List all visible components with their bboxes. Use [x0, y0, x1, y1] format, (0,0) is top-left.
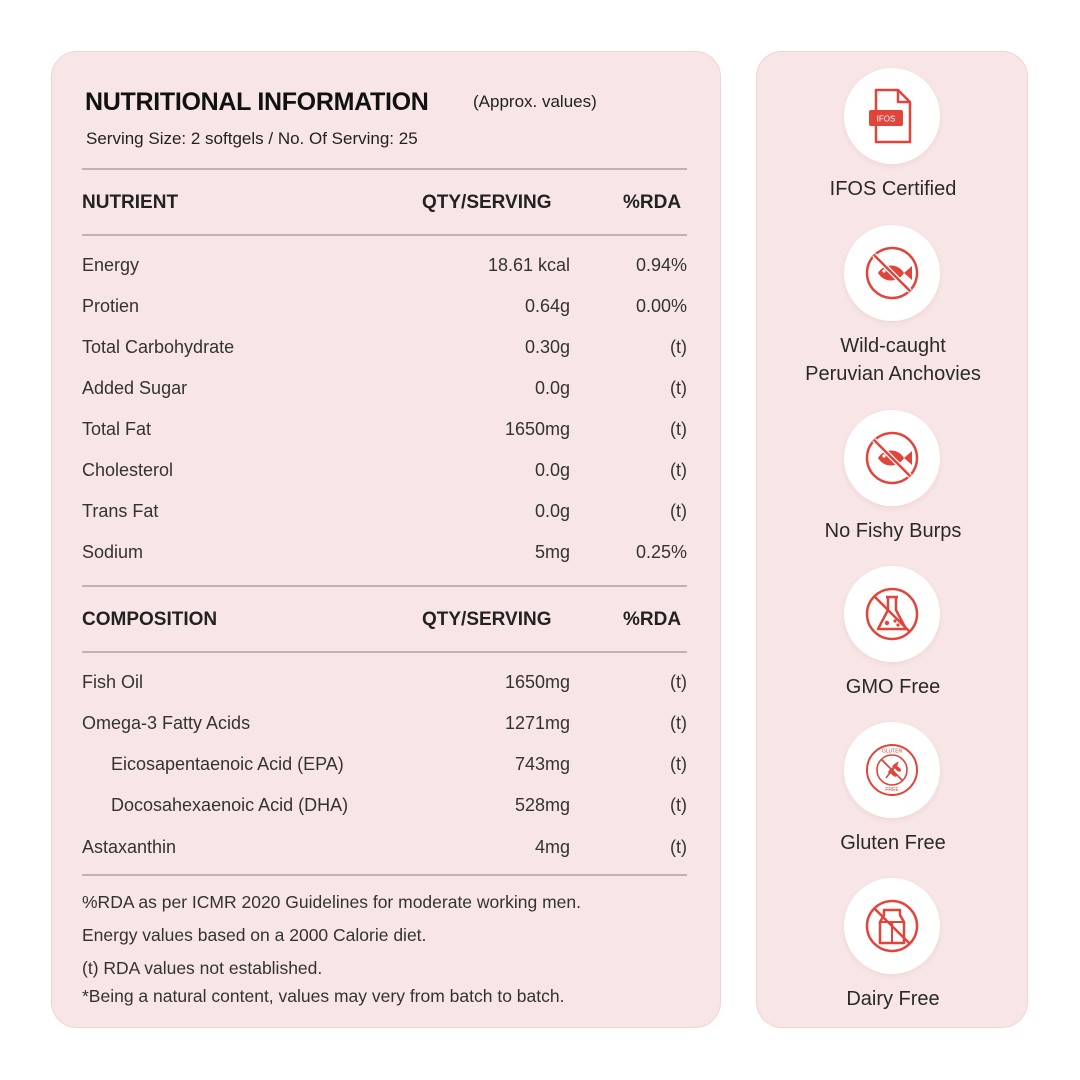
nutrient-qty: 0.0g: [534, 501, 570, 521]
badge-label: IFOS Certified: [829, 178, 957, 200]
badge-circle: [844, 410, 940, 506]
badge-label: Wild-caught: [840, 335, 946, 357]
divider: [82, 234, 687, 236]
divider: [82, 585, 687, 587]
composition-name: Astaxanthin: [82, 837, 177, 857]
ifos-icon-text: IFOS: [876, 114, 896, 124]
composition-name: Fish Oil: [82, 672, 144, 692]
table-row: [82, 255, 687, 285]
nutrient-qty: 0.30g: [524, 337, 570, 357]
qty-column-header: QTY/SERVING: [422, 609, 552, 630]
table-row: [82, 795, 687, 825]
table-row: [82, 460, 687, 490]
table-row: [82, 378, 687, 408]
table-row: [82, 419, 687, 449]
divider: [82, 874, 687, 876]
badge-circle: [844, 878, 940, 974]
nutrient-qty: 0.64g: [524, 296, 570, 316]
ifos-document-icon: [862, 86, 922, 146]
composition-rda: (t): [670, 837, 687, 857]
composition-rda: (t): [670, 672, 687, 692]
gluten-icon-text: GLUTEN: [881, 748, 903, 755]
composition-name: Eicosapentaenoic Acid (EPA): [111, 754, 344, 774]
gmo-free-flask-icon: [862, 584, 922, 644]
badge-label: No Fishy Burps: [824, 520, 962, 542]
gluten-free-wheat-icon: [862, 740, 922, 800]
no-fish-icon: [862, 243, 922, 303]
composition-qty: 4mg: [534, 837, 570, 857]
table-row: [82, 672, 687, 702]
nutrient-qty: 0.0g: [534, 378, 570, 398]
nutrient-name: Trans Fat: [82, 501, 159, 521]
nutrient-rda: (t): [670, 378, 687, 398]
table-row: [82, 542, 687, 572]
table-row: [82, 337, 687, 367]
qty-column-header: QTY/SERVING: [422, 192, 552, 213]
nutrient-name: Total Fat: [82, 419, 152, 439]
divider: [82, 168, 687, 170]
badge-label: GMO Free: [845, 676, 941, 698]
footnote: *Being a natural content, values may very from batch to batch.: [82, 986, 565, 1006]
dairy-free-milk-icon: [862, 896, 922, 956]
serving-size: Serving Size: 2 softgels / No. Of Serving: 25: [86, 129, 418, 148]
free-icon-text: FREE: [885, 787, 899, 793]
composition-name: Omega-3 Fatty Acids: [82, 713, 251, 733]
divider: [82, 651, 687, 653]
nutrient-qty: 1650mg: [504, 419, 570, 439]
footnote: Energy values based on a 2000 Calorie diet.: [82, 925, 427, 945]
badge-label: Dairy Free: [846, 988, 940, 1010]
nutrient-rda: (t): [670, 337, 687, 357]
table-row: [82, 754, 687, 784]
nutrient-qty: 5mg: [534, 542, 570, 562]
nutrient-rda: 0.94%: [635, 255, 687, 275]
composition-rda: (t): [670, 754, 687, 774]
nutrient-name: Energy: [82, 255, 140, 275]
composition-column-header: COMPOSITION: [82, 609, 218, 630]
composition-rda: (t): [670, 713, 687, 733]
composition-name: Docosahexaenoic Acid (DHA): [111, 795, 349, 815]
nutrient-rda: 0.25%: [635, 542, 687, 562]
badge-circle: [844, 225, 940, 321]
nutrient-rda: (t): [670, 419, 687, 439]
table-row: [82, 501, 687, 531]
composition-qty: 1271mg: [504, 713, 570, 733]
nutrient-column-header: NUTRIENT: [82, 192, 179, 213]
footnote: %RDA as per ICMR 2020 Guidelines for moderate working men.: [82, 892, 581, 912]
nutrient-qty: 18.61 kcal: [487, 255, 570, 275]
badge-label-line2: Peruvian Anchovies: [805, 363, 981, 385]
nutrient-name: Total Carbohydrate: [82, 337, 235, 357]
table-row: [82, 713, 687, 743]
features-panel: [756, 51, 1028, 1028]
badge-label: Gluten Free: [840, 832, 946, 854]
nutrient-qty: 0.0g: [534, 460, 570, 480]
table-row: [82, 837, 687, 867]
table-row: [82, 296, 687, 326]
nutrient-name: Protien: [82, 296, 140, 316]
nutrient-name: Cholesterol: [82, 460, 174, 480]
nutrient-name: Added Sugar: [82, 378, 188, 398]
rda-column-header: %RDA: [623, 192, 682, 213]
footnote: (t) RDA values not established.: [82, 958, 323, 978]
composition-qty: 743mg: [514, 754, 570, 774]
badge-circle: [844, 68, 940, 164]
badge-circle: [844, 722, 940, 818]
rda-column-header: %RDA: [623, 609, 682, 630]
page-title: NUTRITIONAL INFORMATION: [85, 88, 429, 116]
nutrient-rda: (t): [670, 501, 687, 521]
nutrient-name: Sodium: [82, 542, 144, 562]
badge-circle: [844, 566, 940, 662]
nutrient-rda: 0.00%: [635, 296, 687, 316]
composition-qty: 1650mg: [504, 672, 570, 692]
composition-rda: (t): [670, 795, 687, 815]
nutrient-rda: (t): [670, 460, 687, 480]
nutrition-panel: [51, 51, 721, 1028]
composition-qty: 528mg: [514, 795, 570, 815]
no-fishy-burps-icon: [862, 428, 922, 488]
approx-values-note: (Approx. values): [473, 92, 597, 111]
